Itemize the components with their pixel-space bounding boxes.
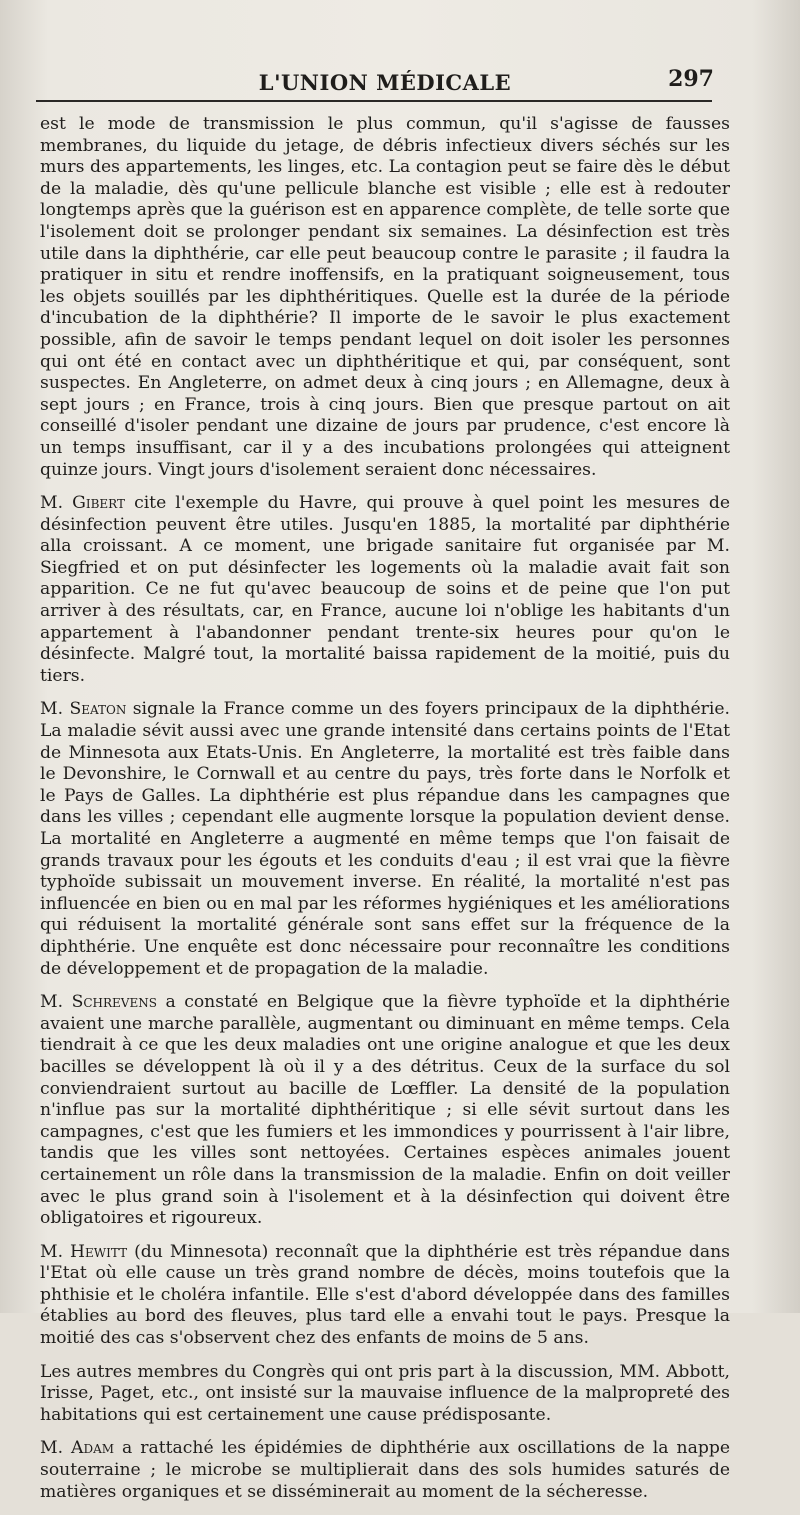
page-header	[40, 66, 730, 98]
running-title: L'UNION MÉDICALE	[258, 70, 512, 95]
paragraph	[40, 699, 730, 980]
page-number: 297	[668, 66, 714, 92]
speaker-name: Hewitt	[70, 1241, 128, 1262]
paragraph-text: cite l'exemple du Havre, qui prouve à quel point les mesures de désinfection peuvent être utiles. Jusqu'en 1885, la mortalité par diphthérie alla croissant. A ce moment, une brigade sanitaire fut organisée par M. Siegfried et on put désinfecter les logements où la maladie avait fait son apparition. Ce ne fut qu'avec beaucoup de soins et de peine que l'on put arriver à des résultats, car, en France, aucune loi n'oblige les habitants d'un appartement à l'abandonner pendant trente-six heures pour qu'on le désinfecte. Malgré tout, la mortalité baissa rapidement de la moitié, puis du tiers.	[40, 493, 731, 686]
paragraph	[40, 1438, 730, 1503]
speaker-prefix: M.	[40, 992, 72, 1013]
paragraph	[40, 1242, 730, 1350]
speaker-prefix: M.	[40, 1438, 72, 1459]
paragraph: Les autres membres du Congrès qui ont pris part à la discussion, MM. Abbott, Irisse, Paget, etc., ont insisté sur la mauvaise influence de la malpropreté des habitations qui est certainement une cause prédisposante.	[40, 1361, 730, 1425]
paragraph: est le mode de transmission le plus commun, qu'il s'agisse de fausses membranes, du liquide du jetage, de débris infectieux divers séchés sur les murs des appartements, les linges, etc. La contagion peut se faire dès le début de la maladie, dès qu'une pellicule blanche est visible ; elle est à redouter longtemps après que la guérison est en apparence complète, de telle sorte que l'isolement doit se prolonger pendant six semaines. La désinfection est très utile dans la diphthérie, car elle peut beaucoup contre le parasite ; il faudra la pratiquer in situ et rendre inoffensifs, en la pratiquant soigneusement, tous les objets souillés par les diphthéritiques. Quelle est la durée de la période d'incubation de la diphthérie? Il importe de le savoir le plus exactement possible, afin de savoir le temps pendant lequel on doit isoler les personnes qui ont été en contact avec un diphthéritique et qui, par conséquent, sont suspectes. En Angleterre, on admet deux à cinq jours ; en Allemagne, deux à sept jours ; en France, trois à cinq jours. Bien que presque partout on ait conseillé d'isoler pendant une dizaine de jours par prudence, c'est encore là un temps insuffisant, car il y a des incubations prolongées qui atteignent quinze jours. Vingt jours d'isolement seraient donc nécessaires.	[40, 114, 730, 480]
header-rule	[36, 100, 712, 102]
speaker-name: Seaton	[69, 699, 127, 720]
speaker-prefix: M.	[40, 1241, 71, 1262]
paragraph	[40, 493, 730, 687]
speaker-name: Schrevens	[71, 992, 157, 1013]
speaker-prefix: M.	[40, 493, 73, 514]
paragraph-text: signale la France comme un des foyers principaux de la diphthérie. La maladie sévit aussi avec une grande intensité dans certains points de l'Etat de Minnesota aux Etats-Unis. En Angleterre, la mortalité est très faible dans le Devonshire, le Cornwall et au centre du pays, très forte dans le Norfolk et le Pays de Galles. La diphthérie est plus répandue dans les campagnes que dans les villes ; cependant elle augmente lorsque la population devient dense. La mortalité en Angleterre a augmenté en même temps que l'on faisait de grands travaux pour les égouts et les conduits d'eau ; il est vrai que la fièvre typhoïde subissait un mouvement inverse. En réalité, la mortalité n'est pas influencée en bien ou en mal par les réformes hygiéniques et les améliorations qui réduisent la mortalité générale sont sans effet sur la fréquence de la diphthérie. Une enquête est donc nécessaire pour reconnaître les conditions de développement et de propagation de la maladie.	[40, 699, 731, 979]
paragraph-text: (du Minnesota) reconnaît que la diphthérie est très répandue dans l'Etat où elle cause un très grand nombre de décès, moins toutefois que la phthisie et le choléra infantile. Elle s'est d'abord développée dans des familles établies au bord des fleuves, plus tard elle a envahi tout le pays. Presque la moitié des cas s'observent chez des enfants de moins de 5 ans.	[40, 1241, 730, 1349]
speaker-name: Adam	[71, 1438, 115, 1459]
paragraph-text: a constaté en Belgique que la fièvre typhoïde et la diphthérie avaient une marche parallèle, augmentant ou diminuant en même temps. Cela tiendrait à ce que les deux maladies ont une origine analogue et que les deux bacilles se développent là où il y a des détritus. Ceux de la surface du sol conviendraient surtout au bacille de Lœffler. La densité de la population n'influe pas sur la mortalité diphthéritique ; si elle sévit surtout dans les campagnes, c'est que les fumiers et les immondices y pourrissent à l'air libre, tandis que les villes sont nettoyées. Certaines espèces animales jouent certainement un rôle dans la transmission de la maladie. Enfin on doit veiller avec le plus grand soin à l'isolement et à la désinfection qui doivent être obligatoires et rigoureux.	[40, 992, 731, 1229]
body-text	[40, 114, 730, 1515]
paragraph-text: a rattaché les épidémies de diphthérie aux oscillations de la nappe souterraine ; le microbe se multiplierait dans des sols humides saturés de matières organiques et se disséminerait au moment de la sécheresse.	[40, 1438, 730, 1502]
speaker-name: Gibert	[72, 493, 126, 514]
speaker-prefix: M.	[40, 699, 70, 720]
paragraph	[40, 992, 730, 1230]
